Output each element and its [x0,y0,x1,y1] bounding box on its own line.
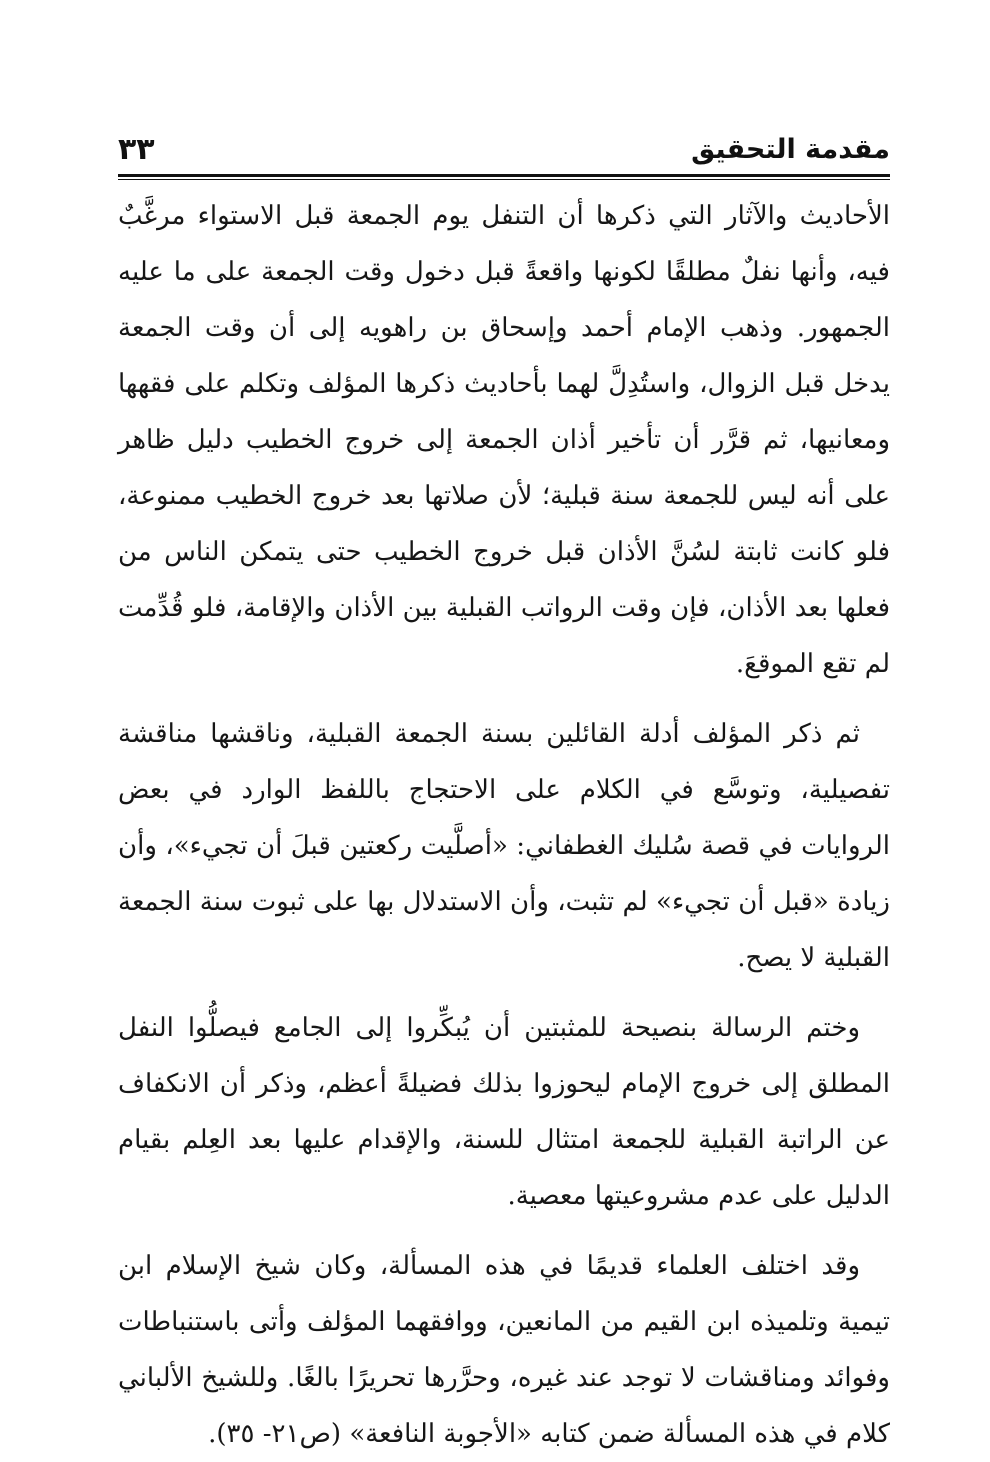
header-rule-thin [118,179,890,180]
page-header [118,130,890,174]
paragraph-2: ثم ذكر المؤلف أدلة القائلين بسنة الجمعة القبلية، وناقشها مناقشة تفصيلية، وتوسَّع في الكلام على الاحتجاج باللفظ الوارد في بعض الروايات في قصة سُليك الغطفاني: «أصلَّيت ركعتين قبلَ أن تجيء»، وأن زيادة «قبل أن تجيء» لم تثبت، وأن الاستدلال بها على ثبوت سنة الجمعة القبلية لا يصح. [118,719,890,973]
paragraph-1: الأحاديث والآثار التي ذكرها أن التنفل يوم الجمعة قبل الاستواء مرغَّبٌ فيه، وأنها نفلٌ مطلقًا لكونها واقعةً قبل دخول وقت الجمعة على ما عليه الجمهور. وذهب الإمام أحمد وإسحاق بن راهويه إلى أن وقت الجمعة يدخل قبل الزوال، واستُدِلَّ لهما بأحاديث ذكرها المؤلف وتكلم على فقهها ومعانيها، ثم قرَّر أن تأخير أذان الجمعة إلى خروج الخطيب دليل ظاهر على أنه ليس للجمعة سنة قبلية؛ لأن صلاتها بعد خروج الخطيب ممنوعة، فلو كانت ثابتة لسُنَّ الأذان قبل خروج الخطيب حتى يتمكن الناس من فعلها بعد الأذان، فإن وقت الرواتب القبلية بين الأذان والإقامة، فلو قُدِّمت لم تقع الموقعَ. [118,201,890,679]
header-rule-thick [118,174,890,177]
page-number: ٣٣ [118,132,155,167]
paragraph-3: وختم الرسالة بنصيحة للمثبتين أن يُبكِّروا إلى الجامع فيصلُّوا النفل المطلق إلى خروج الإمام ليحوزوا بذلك فضيلةً أعظم، وذكر أن الانكفاف عن الراتبة القبلية للجمعة امتثال للسنة، والإقدام عليها بعد العِلم بقيام الدليل على عدم مشروعيتها معصية. [118,1013,890,1211]
paragraph-4: وقد اختلف العلماء قديمًا في هذه المسألة، وكان شيخ الإسلام ابن تيمية وتلميذه ابن القيم من المانعين، ووافقهما المؤلف وأتى باستنباطات وفوائد ومناقشات لا توجد عند غيره، وحرَّرها تحريرًا بالغًا. وللشيخ الألباني كلام في هذه المسألة ضمن كتابه «الأجوبة النافعة» (ص٢١- ٣٥). [118,1251,890,1449]
running-title: مقدمة التحقيق [691,134,890,165]
body-text [118,188,890,1462]
